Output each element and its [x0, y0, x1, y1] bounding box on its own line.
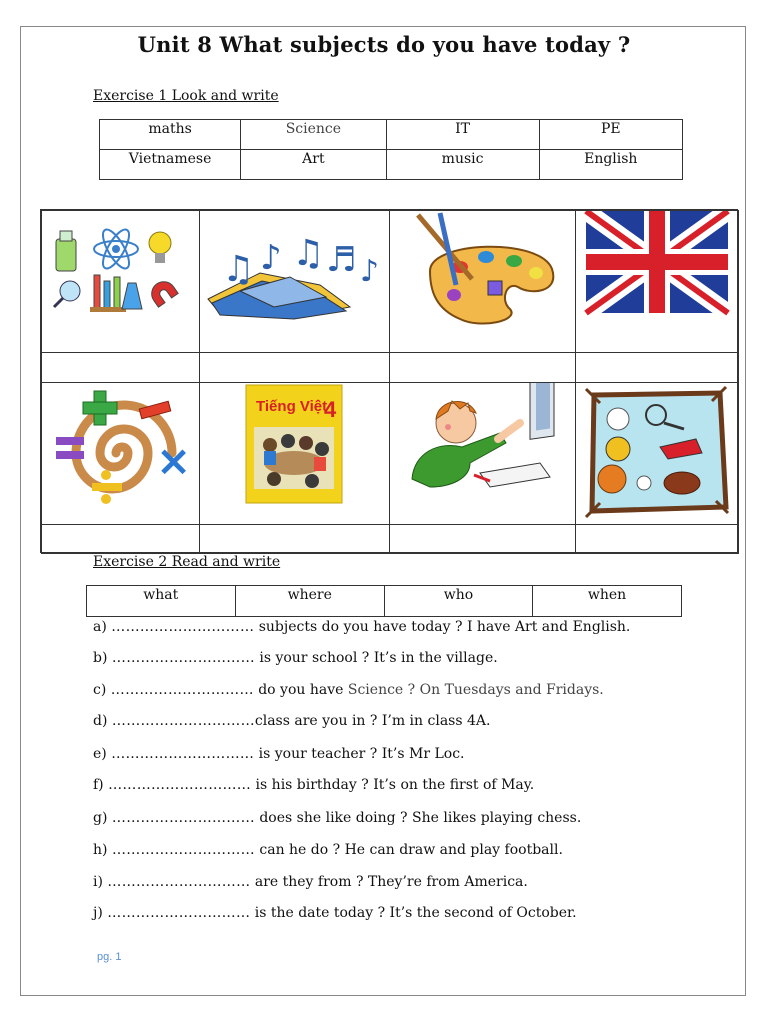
svg-text:♪: ♪: [260, 238, 282, 278]
question-line: g) ………………………… does she like doing ? She likes playing chess.: [93, 810, 582, 826]
svg-text:♬: ♬: [326, 240, 357, 280]
page-number: pg. 1: [97, 951, 122, 963]
sports-equipment-icon: [576, 383, 738, 524]
book-title: Tiếng Việt: [256, 398, 328, 415]
picture-cell-english: [575, 210, 739, 353]
word-cell: who: [384, 586, 532, 617]
answer-cell[interactable]: [41, 352, 200, 383]
picture-cell-art: [389, 210, 576, 353]
answer-cell[interactable]: [199, 352, 390, 383]
answer-blank[interactable]: …………………………: [111, 810, 255, 826]
answer-blank[interactable]: …………………………: [111, 842, 255, 858]
question-line: d) …………………………class are you in ? I’m in class 4A.: [93, 713, 491, 729]
picture-cell-pe: [575, 382, 739, 525]
science-icon: [42, 211, 199, 352]
question-line: f) ………………………… is his birthday ? It’s on the first of May.: [93, 777, 535, 793]
book-number: 4: [324, 397, 337, 422]
answer-cell[interactable]: [575, 524, 739, 554]
question-line: h) ………………………… can he do ? He can draw and play football.: [93, 842, 563, 858]
exercise1-word-table: [99, 119, 683, 180]
word-cell: Science: [241, 120, 386, 150]
word-cell: IT: [386, 120, 539, 150]
svg-text:♫: ♫: [292, 233, 325, 274]
computer-boy-icon: [390, 383, 575, 524]
answer-blank[interactable]: …………………………: [111, 619, 255, 635]
question-line: c) ………………………… do you have Science ? On Tuesdays and Fridays.: [93, 682, 604, 698]
uk-flag-icon: [576, 211, 738, 352]
word-cell: what: [87, 586, 236, 617]
answer-blank[interactable]: …………………………: [107, 874, 251, 890]
picture-cell-science: [41, 210, 200, 353]
answer-blank[interactable]: …………………………: [107, 905, 251, 921]
answer-blank[interactable]: …………………………: [110, 682, 254, 698]
question-line: a) ………………………… subjects do you have today ? I have Art and English.: [93, 619, 631, 635]
picture-cell-vietnamese: [199, 382, 390, 525]
word-cell: where: [235, 586, 384, 617]
page-title: Unit 8 What subjects do you have today ?: [137, 32, 631, 57]
exercise2-heading: Exercise 2 Read and write: [93, 554, 281, 570]
word-cell: when: [533, 586, 682, 617]
answer-cell[interactable]: [575, 352, 739, 383]
exercise1-heading: Exercise 1 Look and write: [93, 88, 279, 104]
answer-blank[interactable]: …………………………: [111, 746, 255, 762]
word-cell: PE: [539, 120, 682, 150]
picture-grid: [40, 209, 738, 553]
word-cell: Art: [241, 150, 386, 180]
maths-symbols-icon: [42, 383, 199, 524]
svg-text:♪: ♪: [360, 254, 380, 289]
picture-cell-it: [389, 382, 576, 525]
answer-blank[interactable]: …………………………: [108, 777, 252, 793]
exercise2-word-table: [86, 585, 682, 617]
question-line: e) ………………………… is your teacher ? It’s Mr Loc.: [93, 746, 465, 762]
question-line: j) ………………………… is the date today ? It’s the second of October.: [93, 905, 577, 921]
picture-cell-maths: [41, 382, 200, 525]
paint-palette-icon: [390, 211, 575, 352]
picture-cell-music: [199, 210, 390, 353]
answer-cell[interactable]: [199, 524, 390, 554]
music-notes-icon: [200, 211, 389, 352]
svg-text:♫: ♫: [222, 249, 255, 290]
word-cell: maths: [100, 120, 241, 150]
question-line: b) ………………………… is your school ? It’s in the village.: [93, 650, 498, 666]
answer-cell[interactable]: [41, 524, 200, 554]
answer-cell[interactable]: [389, 524, 576, 554]
answer-blank[interactable]: …………………………: [111, 650, 255, 666]
answer-cell[interactable]: [389, 352, 576, 383]
answer-blank[interactable]: …………………………: [111, 713, 255, 729]
svg-text:×: ×: [156, 436, 192, 485]
question-line: i) ………………………… are they from ? They’re from America.: [93, 874, 528, 890]
word-cell: Vietnamese: [100, 150, 241, 180]
word-cell: English: [539, 150, 682, 180]
word-cell: music: [386, 150, 539, 180]
vietnamese-textbook-icon: [200, 383, 389, 524]
